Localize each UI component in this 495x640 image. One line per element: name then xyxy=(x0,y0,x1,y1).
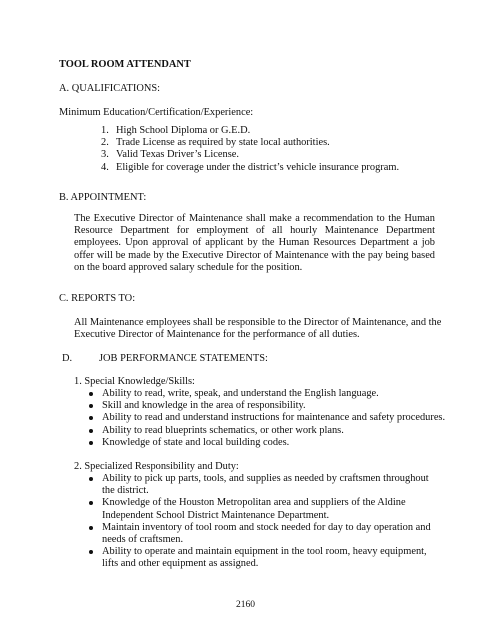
section-d-heading: JOB PERFORMANCE STATEMENTS: xyxy=(99,353,268,364)
section-b-heading: B. APPOINTMENT: xyxy=(59,192,147,203)
section-a-heading: A. QUALIFICATIONS: xyxy=(59,83,161,94)
qualification-item: 4. Eligible for coverage under the district’s vehicle insurance program. xyxy=(101,161,400,173)
section-d-letter: D. xyxy=(62,353,73,364)
page-number: 2160 xyxy=(236,600,255,610)
list-item: Ability to read blueprints schematics, or other work plans. xyxy=(86,425,461,437)
special-skills-list xyxy=(86,388,461,449)
list-item: Maintain inventory of tool room and stock needed for day to day operation and needs of craftsmen. xyxy=(86,522,441,546)
list-item: Ability to operate and maintain equipment in the tool room, heavy equipment, lifts and other equipment as assigned. xyxy=(86,546,441,570)
bullet-icon xyxy=(89,404,93,408)
bullet-icon xyxy=(89,441,93,445)
bullet-icon xyxy=(89,501,93,505)
bullet-icon xyxy=(89,477,93,481)
section-b-body: The Executive Director of Maintenance shall make a recommendation to the Human Resource Department for employment of all hourly Maintenance Department employees. Upon approval of applicant by the Human Resources Department a job offer will be made by the Executive Director of Maintenance with the pay being based on the board approved salary schedule for the position. xyxy=(74,213,435,273)
bullet-icon xyxy=(89,392,93,396)
section-a-intro: Minimum Education/Certification/Experience: xyxy=(59,107,254,118)
qualification-item: 3. Valid Texas Driver’s License. xyxy=(101,149,239,161)
bullet-icon xyxy=(89,550,93,554)
document-title: TOOL ROOM ATTENDANT xyxy=(59,59,191,70)
list-item: Skill and knowledge in the area of responsibility. xyxy=(86,400,461,412)
list-item: Ability to read and understand instructions for maintenance and safety procedures. xyxy=(86,412,461,424)
specialized-duty-list xyxy=(86,473,441,571)
section-c-body: All Maintenance employees shall be responsible to the Director of Maintenance, and the Executive Director of Maintenance for the performance of all duties. xyxy=(74,317,442,341)
bullet-icon xyxy=(89,429,93,433)
list-item: Knowledge of state and local building codes. xyxy=(86,437,461,449)
list-item: Ability to read, write, speak, and understand the English language. xyxy=(86,388,461,400)
bullet-icon xyxy=(89,416,93,420)
bullet-icon xyxy=(89,526,93,530)
list-item: Ability to pick up parts, tools, and supplies as needed by craftsmen throughout the district. xyxy=(86,473,441,497)
qualifications-list xyxy=(101,125,399,174)
section-c-heading: C. REPORTS TO: xyxy=(59,293,136,304)
list-item: Knowledge of the Houston Metropolitan area and suppliers of the Aldine Independent School District Maintenance Department. xyxy=(86,497,441,521)
specialized-duty-label: 2. Specialized Responsibility and Duty: xyxy=(74,461,239,472)
special-skills-label: 1. Special Knowledge/Skills: xyxy=(74,376,195,387)
qualification-item: 1. High School Diploma or G.E.D. xyxy=(101,125,251,136)
qualification-item: 2. Trade License as required by state local authorities. xyxy=(101,137,330,149)
